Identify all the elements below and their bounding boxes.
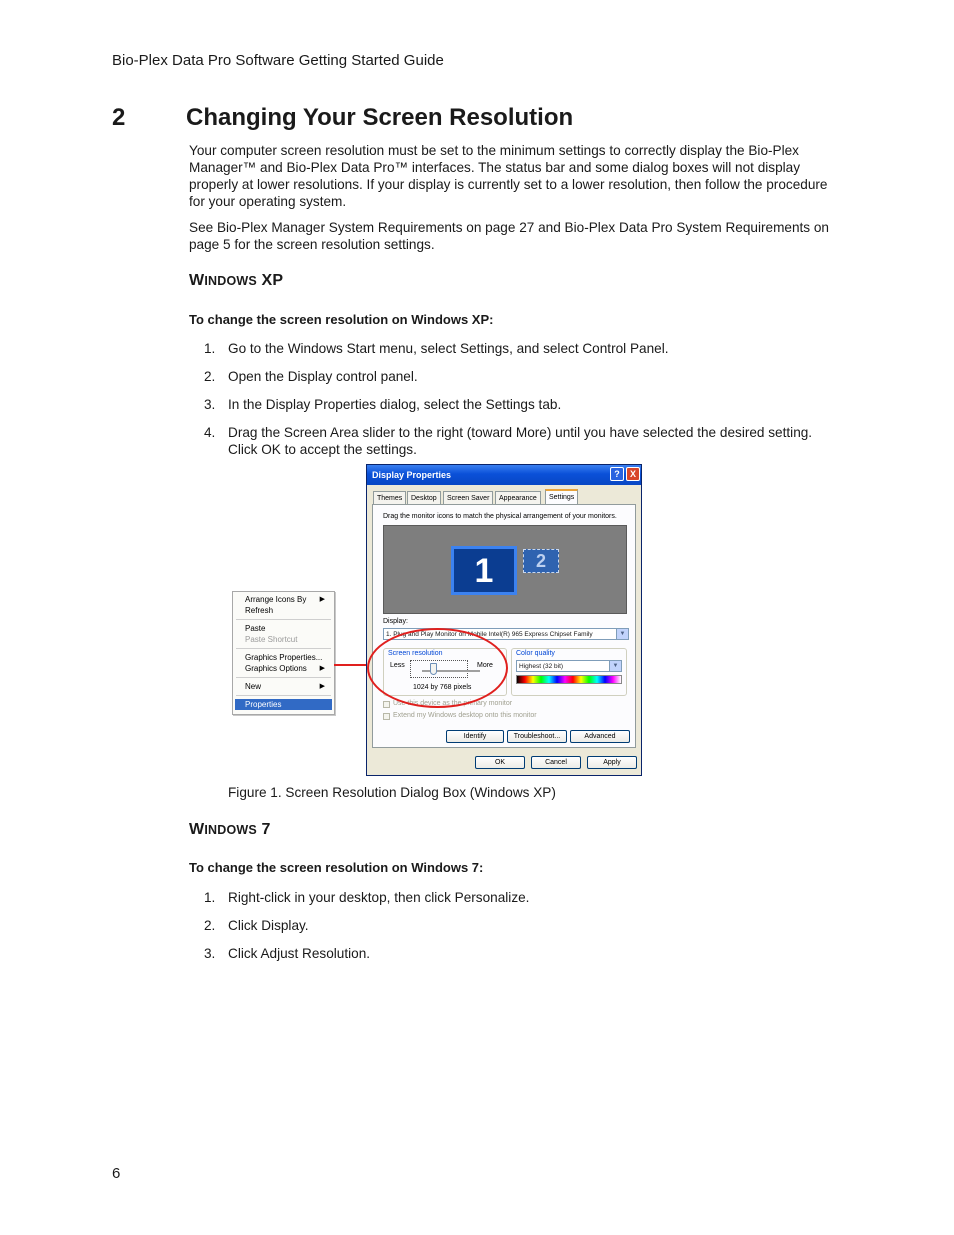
callout-connector	[334, 664, 368, 666]
desktop-context-menu	[232, 591, 335, 715]
tab-screen-saver[interactable]: Screen Saver	[443, 491, 493, 505]
menu-item-label: Arrange Icons By	[245, 595, 307, 604]
running-header: Bio-Plex Data Pro Software Getting Started Guide	[112, 52, 444, 69]
color-quality-value: Highest (32 bit)	[519, 663, 564, 670]
step-text: Drag the Screen Area slider to the right (toward More) until you have selected the desired setting. Click OK to accept the settings.	[228, 425, 813, 457]
intro-paragraph-1: Your computer screen resolution must be set to the minimum settings to correctly display the Bio-Plex Manager™ and Bio-Plex Data Pro™ interfaces. The status bar and some dialog boxes will not display properly at lower resolutions. If your display is currently set to a lower resolution, then follow the procedure for your operating system.	[189, 143, 828, 209]
chapter-title: Changing Your Screen Resolution	[186, 104, 574, 131]
menu-item-paste-shortcut: Paste Shortcut	[245, 635, 298, 644]
menu-item-properties[interactable]: Properties	[235, 699, 332, 710]
tab-themes[interactable]: Themes	[373, 491, 406, 505]
step-text: Open the Display control panel.	[228, 369, 418, 384]
section-heading-windows-xp	[189, 272, 283, 290]
heading-initial: W	[189, 272, 205, 289]
tab-settings[interactable]: Settings	[545, 489, 578, 507]
chevron-down-icon[interactable]: ▼	[616, 629, 628, 639]
heading-smallcaps: INDOWS	[204, 823, 257, 837]
section-heading-windows-7	[189, 821, 271, 839]
step-text: Right-click in your desktop, then click Personalize.	[228, 890, 530, 905]
tab-appearance[interactable]: Appearance	[495, 491, 541, 505]
ok-button[interactable]: OK	[475, 756, 525, 769]
step-text: Click Display.	[228, 918, 309, 933]
step-number: 3.	[204, 946, 216, 961]
step-number: 3.	[204, 397, 216, 412]
close-icon[interactable]: X	[626, 467, 640, 481]
screen-resolution-label: Screen resolution	[388, 650, 443, 657]
menu-separator	[236, 648, 331, 649]
primary-monitor-checkbox[interactable]	[383, 701, 390, 708]
primary-monitor-label: Use this device as the primary monitor	[393, 700, 513, 707]
submenu-arrow-icon: ▶	[319, 665, 325, 672]
menu-item-label: New	[245, 682, 262, 691]
menu-item-graphics-options[interactable]	[245, 663, 329, 674]
menu-separator	[236, 695, 331, 696]
monitor-2-icon[interactable]: 2	[523, 549, 559, 573]
advanced-button[interactable]: Advanced	[570, 730, 630, 743]
menu-item-refresh[interactable]: Refresh	[245, 606, 274, 615]
step-text: In the Display Properties dialog, select the Settings tab.	[228, 397, 562, 412]
apply-button[interactable]: Apply	[587, 756, 637, 769]
extend-desktop-checkbox[interactable]	[383, 713, 390, 720]
display-properties-dialog	[366, 464, 642, 776]
highlight-circle	[367, 628, 508, 708]
cancel-button[interactable]: Cancel	[531, 756, 581, 769]
figure-caption: Figure 1. Screen Resolution Dialog Box (Windows XP)	[228, 785, 556, 800]
page-number: 6	[112, 1165, 121, 1182]
menu-separator	[236, 677, 331, 678]
dialog-titlebar[interactable]	[367, 465, 641, 485]
submenu-arrow-icon: ▶	[319, 683, 325, 690]
menu-item-label: Graphics Options	[245, 664, 307, 673]
tab-desktop[interactable]: Desktop	[407, 491, 441, 505]
intro-paragraph-2: See Bio-Plex Manager System Requirements on page 27 and Bio-Plex Data Pro System Requirements on page 5 for the screen resolution settings.	[189, 220, 829, 252]
extend-desktop-label: Extend my Windows desktop onto this monitor	[393, 712, 537, 719]
color-quality-select[interactable]	[516, 660, 622, 672]
identify-button[interactable]: Identify	[446, 730, 504, 743]
slider-less-label: Less	[390, 662, 405, 669]
step-text: Go to the Windows Start menu, select Settings, and select Control Panel.	[228, 341, 669, 356]
color-quality-label: Color quality	[516, 650, 555, 657]
procedure-title-win7: To change the screen resolution on Windows 7:	[189, 860, 484, 875]
slider-more-label: More	[477, 662, 493, 669]
dialog-title: Display Properties	[372, 470, 452, 480]
help-icon[interactable]: ?	[610, 467, 624, 481]
color-quality-group	[511, 648, 627, 696]
step-number: 2.	[204, 918, 216, 933]
settings-panel	[372, 504, 636, 748]
step-number: 4.	[204, 425, 216, 440]
figure-screen-resolution	[232, 464, 644, 778]
menu-item-arrange-icons[interactable]	[245, 594, 329, 605]
display-select-value: 1. Plug and Play Monitor on Mobile Intel(R) 965 Express Chipset Family	[386, 631, 593, 638]
submenu-arrow-icon: ▶	[319, 596, 325, 603]
menu-separator	[236, 619, 331, 620]
display-label: Display:	[383, 618, 408, 625]
resolution-value: 1024 by 768 pixels	[413, 684, 472, 691]
heading-initial: W	[189, 821, 205, 838]
monitor-1-icon[interactable]: 1	[451, 546, 517, 595]
chapter-number: 2	[112, 104, 126, 131]
procedure-title-xp: To change the screen resolution on Windows XP:	[189, 312, 494, 327]
heading-tail: 7	[256, 821, 271, 838]
menu-item-new[interactable]	[245, 681, 329, 692]
heading-tail: XP	[256, 272, 284, 289]
step-number: 1.	[204, 890, 216, 905]
troubleshoot-button[interactable]: Troubleshoot...	[507, 730, 567, 743]
step-number: 2.	[204, 369, 216, 384]
heading-smallcaps: INDOWS	[204, 274, 257, 288]
menu-item-paste[interactable]: Paste	[245, 624, 266, 633]
step-text: Click Adjust Resolution.	[228, 946, 371, 961]
step-number: 1.	[204, 341, 216, 356]
color-spectrum-bar	[516, 675, 622, 684]
menu-item-graphics-properties[interactable]: Graphics Properties...	[245, 653, 323, 662]
chevron-down-icon[interactable]: ▼	[609, 661, 621, 671]
monitor-arrangement-area[interactable]	[383, 525, 627, 614]
monitor-instruction: Drag the monitor icons to match the physical arrangement of your monitors.	[383, 513, 617, 520]
